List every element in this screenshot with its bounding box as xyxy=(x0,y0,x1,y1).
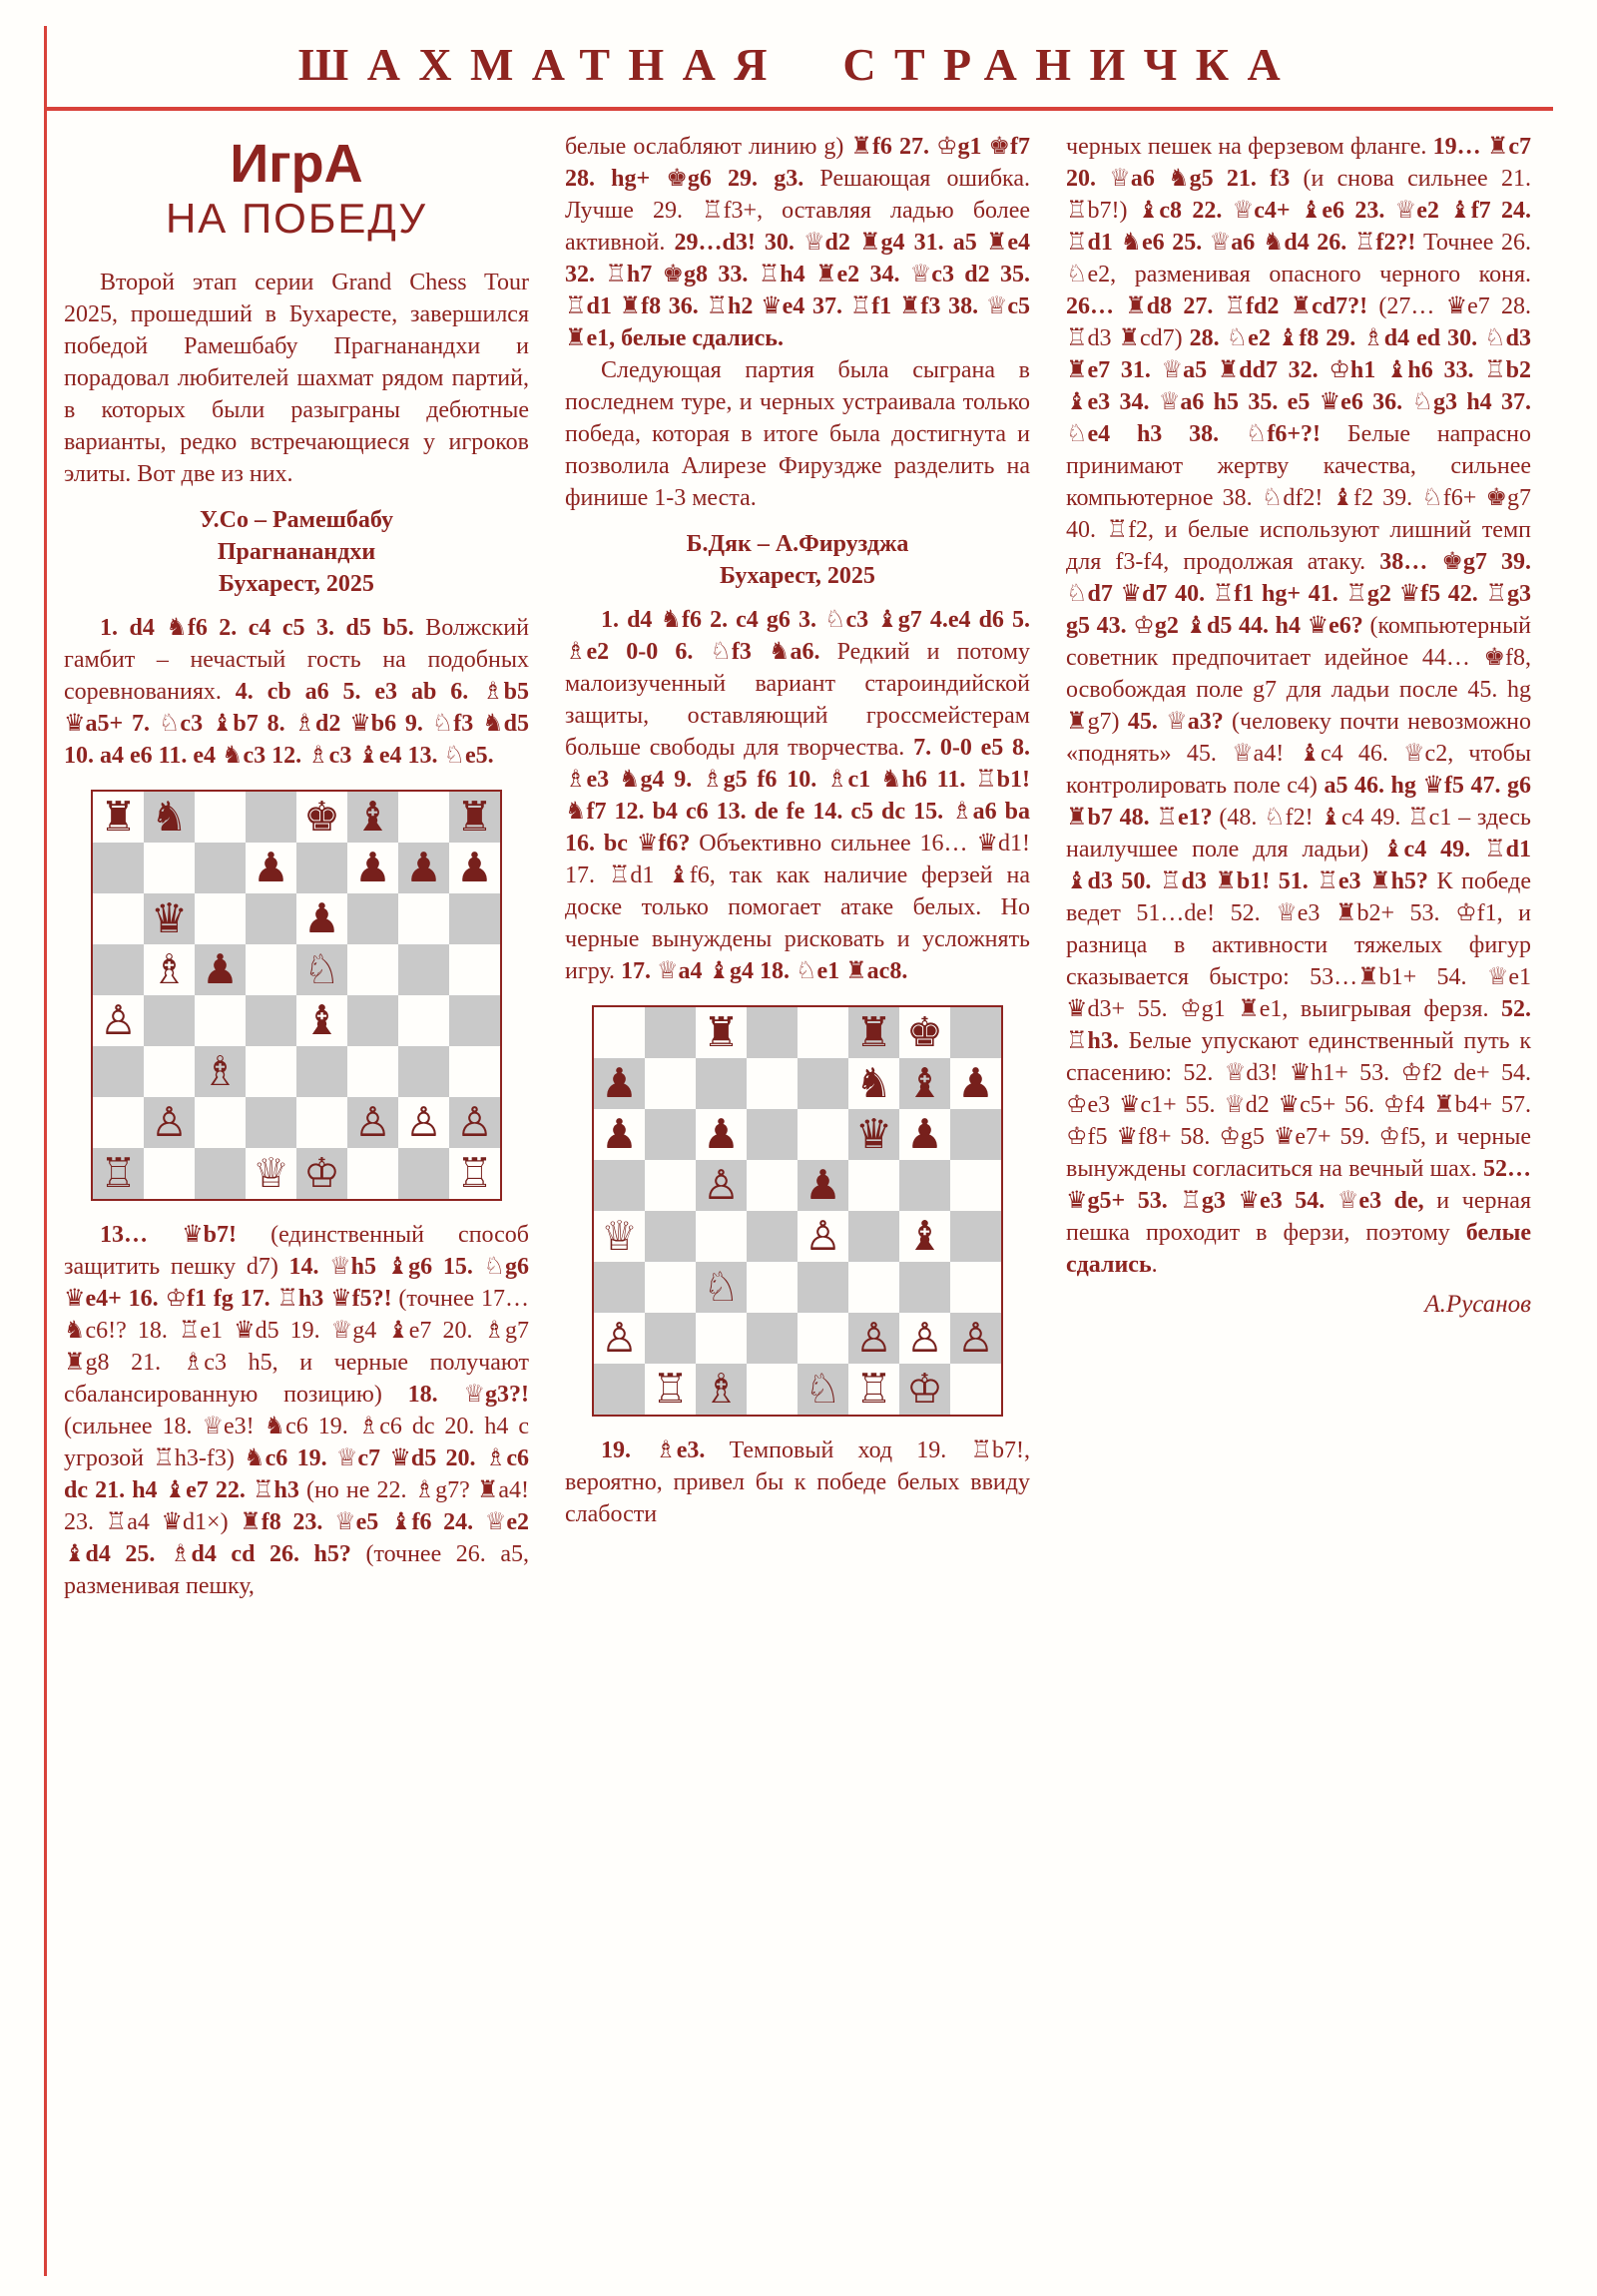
board-square xyxy=(747,1211,798,1262)
chess-piece: ♞ xyxy=(144,792,195,843)
board-square xyxy=(347,995,398,1046)
board-square xyxy=(645,1313,696,1364)
board-square xyxy=(899,1160,950,1211)
chess-diagram-1 xyxy=(91,790,502,1201)
board-square xyxy=(246,792,296,843)
chess-piece: ♕ xyxy=(601,1212,638,1260)
board-square xyxy=(798,1313,848,1364)
move-text: ♜f6 27. ♔g1 ♚f7 28. hg+ ♚g6 29. g3. xyxy=(565,134,1031,192)
board-square xyxy=(195,1097,246,1148)
move-text: 29…d3! 30. ♕d2 ♜g4 31. a5 ♜e4 32. ♖h7 ♚g8 33. ♖h4 ♜e2 34. ♕c3 d2 35. ♖d1 ♜f8 36. ♖h2 ♛e4 37. ♖f1 ♜f3 38. ♕c5 ♜e1, белые сдались. xyxy=(565,230,1030,351)
chess-piece: ♝ xyxy=(347,792,398,843)
board-square xyxy=(645,1211,696,1262)
board-square xyxy=(449,944,500,995)
chess-piece: ♖ xyxy=(456,1148,493,1197)
paragraph xyxy=(565,604,1030,987)
board-square xyxy=(398,1148,449,1199)
chess-piece: ♔ xyxy=(899,1364,950,1415)
board-square xyxy=(296,1046,347,1097)
move-text: 7. 0-0 e5 8. ♗e3 ♞g4 9. ♗g5 f6 10. ♗c1 ♞h6 11. ♖b1! ♞f7 12. b4 c6 13. de fe 14. c5 dc 15. ♗a6 ba 16. bc ♛f6? xyxy=(565,735,1030,857)
chess-piece: ♙ xyxy=(100,995,137,1044)
board-square xyxy=(747,1109,798,1160)
commentary-text: и черная пешка проходит в ферзи, поэтому xyxy=(1066,1188,1531,1246)
board-square xyxy=(696,1058,747,1109)
board-square xyxy=(696,1211,747,1262)
game-header xyxy=(565,528,1030,592)
chess-piece: ♟ xyxy=(594,1058,645,1109)
commentary-text: Редкий и потому малоизученный вариант староиндийской защиты, оставляющий гроссмейстерам больше свободы для творчества. xyxy=(565,639,1031,761)
paragraph xyxy=(1066,131,1531,1281)
move-text: 52… ♛g5+ 53. ♖g3 ♛e3 54. ♕e3 de, xyxy=(1066,1156,1531,1214)
chess-piece: ♙ xyxy=(347,1097,398,1148)
chess-piece: ♙ xyxy=(696,1160,747,1211)
move-text: 45. ♕a3? xyxy=(1127,709,1224,735)
board-square xyxy=(747,1364,798,1415)
chess-piece: ♟ xyxy=(456,843,493,891)
board-square xyxy=(449,893,500,944)
chess-piece: ♛ xyxy=(144,893,195,944)
board-square xyxy=(246,944,296,995)
board-square xyxy=(594,1160,645,1211)
move-text: ♝c4 49. ♖d1 ♝d3 50. ♖d3 ♜b1! 51. ♖e3 ♜h5? xyxy=(1066,837,1531,894)
column-3 xyxy=(1066,131,1531,1602)
move-text: белые сдались xyxy=(1066,1220,1531,1278)
board-square xyxy=(246,893,296,944)
commentary-text: Точнее 26. ♘e2, разменивая опасного черного коня. xyxy=(1066,230,1531,287)
chess-piece: ♟ xyxy=(601,1110,638,1158)
board-square xyxy=(798,1262,848,1313)
board-square xyxy=(950,1007,1001,1058)
board-square xyxy=(347,944,398,995)
board-square xyxy=(195,792,246,843)
board-square xyxy=(747,1160,798,1211)
column-1 xyxy=(64,131,529,1602)
commentary-text: . xyxy=(1151,1252,1158,1278)
commentary-text: Второй этап серии Grand Chess Tour 2025, прошедший в Бухаресте, завершился победой Рамешбабу Прагнанандхи и порадовал любителей шахмат рядом партий, в которых были разыграны дебютные варианты, редко встречающиеся у игроков элиты. Вот две из них. xyxy=(64,269,529,487)
board-square xyxy=(296,843,347,893)
chess-piece: ♟ xyxy=(195,944,246,995)
board-square xyxy=(296,1097,347,1148)
chess-piece: ♘ xyxy=(696,1262,747,1313)
move-text: 17. ♕a4 ♝g4 18. ♘e1 ♜ac8. xyxy=(620,958,908,984)
commentary-text: (точнее 17… ♞c6!? 18. ♖e1 ♛d5 19. ♕g4 ♝e7 20. ♗g7 ♜g8 21. ♗c3 h5, и черные получают сбалансированную позицию) xyxy=(64,1285,529,1408)
commentary-text: (компьютерный советник предпочитает идейное 44… ♚f8, освобождая поле g7 для ладьи после 45. hg ♜g7) xyxy=(1066,613,1531,735)
game-header-line: Бухарест, 2025 xyxy=(720,563,875,589)
chess-piece: ♟ xyxy=(253,843,289,891)
board-square xyxy=(696,1313,747,1364)
board-square xyxy=(798,1109,848,1160)
board-square xyxy=(950,1211,1001,1262)
left-margin-rule xyxy=(44,26,47,2276)
chess-piece: ♖ xyxy=(855,1365,892,1413)
chess-piece: ♗ xyxy=(195,1046,246,1097)
commentary-text: Темповый ход 19. ♖b7!, вероятно, привел бы к победе белых ввиду слабости xyxy=(565,1437,1031,1527)
move-text: 18. ♕g3?! xyxy=(407,1381,529,1408)
board-square xyxy=(144,843,195,893)
chess-piece: ♗ xyxy=(151,944,188,993)
article-title-line1: ИгрА xyxy=(230,134,363,194)
board-square xyxy=(93,1046,144,1097)
chess-piece: ♟ xyxy=(703,1110,740,1158)
board-square xyxy=(645,1160,696,1211)
chess-piece: ♚ xyxy=(303,792,340,841)
move-text: ♜f8 23. ♕e5 ♝f6 24. ♕e2 ♝d4 25. ♗d4 cd 26. h5? xyxy=(64,1508,529,1567)
board-square xyxy=(848,1262,899,1313)
board-square xyxy=(195,843,246,893)
move-text: 52. ♖h3. xyxy=(1066,996,1531,1054)
commentary-text: (и снова сильнее 21. ♖b7!) xyxy=(1066,166,1531,224)
move-text: 4. cb a6 5. e3 ab 6. ♗b5 ♛a5+ 7. ♘c3 ♝b7 8. ♗d2 ♛b6 9. ♘f3 ♞d5 10. a4 e6 11. e4 ♞c3 12. ♗c3 ♝e4 13. ♘e5. xyxy=(64,678,529,769)
commentary-text: белые ослабляют линию g) xyxy=(565,134,851,160)
chess-piece: ♝ xyxy=(906,1212,943,1260)
board-square xyxy=(950,1364,1001,1415)
paragraph xyxy=(565,131,1030,354)
move-text: 1. d4 ♞f6 2. c4 g6 3. ♘c3 ♝g7 4.e4 d6 5. ♗e2 0-0 6. ♘f3 ♞a6. xyxy=(565,607,1030,665)
board-square xyxy=(950,1109,1001,1160)
board-square xyxy=(747,1007,798,1058)
board-square xyxy=(798,1007,848,1058)
board-square xyxy=(645,1007,696,1058)
chess-piece: ♟ xyxy=(303,893,340,942)
chess-piece: ♙ xyxy=(804,1212,841,1260)
chess-piece: ♙ xyxy=(601,1314,638,1362)
chess-piece: ♙ xyxy=(906,1314,943,1362)
chess-piece: ♟ xyxy=(798,1160,848,1211)
board-square xyxy=(798,1058,848,1109)
chess-piece: ♝ xyxy=(899,1058,950,1109)
commentary-text: черных пешек на ферзевом фланге. xyxy=(1066,134,1433,160)
chess-piece: ♘ xyxy=(296,944,347,995)
board-square xyxy=(398,944,449,995)
move-text: 19. ♗e3. xyxy=(601,1437,706,1463)
chess-piece: ♚ xyxy=(906,1008,943,1056)
commentary-text: (точнее 26. a5, разменивая пешку, xyxy=(64,1540,529,1599)
commentary-text: Объективно сильнее 16… ♛d1! 17. ♖d1 ♝f6, так как наличие ферзей на доске только помогает атаке белых. Но черные вынуждены рисковать и усложнять игру. xyxy=(565,831,1030,984)
board-square xyxy=(594,1364,645,1415)
board-square xyxy=(747,1313,798,1364)
commentary-text: (но не 22. ♗g7? ♜a4! 23. ♖a4 ♛d1×) xyxy=(64,1476,529,1535)
move-text: ♞c6 19. ♕c7 ♛d5 20. ♗c6 dc 21. h4 ♝e7 22. ♖h3 xyxy=(64,1444,529,1503)
game-header-line: Б.Дяк – А.Фирузджа xyxy=(686,531,909,557)
article-title-line2: НА ПОБЕДУ xyxy=(165,195,428,243)
commentary-text: (единственный способ защитить пешку d7) xyxy=(64,1221,530,1280)
board-square xyxy=(398,995,449,1046)
board-square xyxy=(195,893,246,944)
column-2 xyxy=(565,131,1030,1602)
commentary-text: Волжский гамбит – нечастый гость на подобных соревнованиях. xyxy=(64,614,529,705)
chess-piece: ♙ xyxy=(848,1313,899,1364)
commentary-text: К победе ведет 51…de! 52. ♕e3 ♜b2+ 53. ♔f1, и разница в активности тяжелых фигур сказывается быстро: 53…♜b1+ 54. ♕e1 ♛d3+ 55. ♔g1 ♜e1, выигрывая ферзя. xyxy=(1066,868,1531,1022)
game-header xyxy=(64,504,529,600)
move-text: 13… ♛b7! xyxy=(100,1221,237,1248)
board-square xyxy=(449,995,500,1046)
move-text: 38… ♚g7 39. ♘d7 ♛d7 40. ♖f1 hg+ 41. ♖g2 ♛f5 42. ♖g3 g5 43. ♔g2 ♝d5 44. h4 ♛e6? xyxy=(1066,549,1531,639)
board-square xyxy=(747,1262,798,1313)
commentary-text: Белые упускают единственный путь к спасению: 52. ♕d3! ♛h1+ 53. ♔f2 de+ 54. ♔e3 ♛c1+ 55. ♕d2 ♛c5+ 56. ♔f4 ♜b4+ 57. ♔f5 ♛f8+ 58. ♔g5 ♛e7+ 59. ♔f5, и черные вынуждены согласиться на вечный шах. xyxy=(1066,1028,1531,1182)
board-square xyxy=(645,1058,696,1109)
paragraph xyxy=(64,1219,529,1602)
commentary-text: (27… ♛e7 28. ♖d3 ♜cd7) xyxy=(1066,293,1531,351)
board-square xyxy=(398,893,449,944)
move-text: 1. d4 ♞f6 2. c4 c5 3. d5 b5. xyxy=(100,614,414,641)
board-square xyxy=(246,1046,296,1097)
chess-piece: ♖ xyxy=(652,1365,689,1413)
board-square xyxy=(347,1046,398,1097)
board-square xyxy=(950,1262,1001,1313)
board-square xyxy=(246,1097,296,1148)
chess-piece: ♜ xyxy=(848,1007,899,1058)
masthead xyxy=(0,0,1597,111)
board-square xyxy=(398,792,449,843)
paragraph xyxy=(64,267,529,490)
commentary-text: Решающая ошибка. Лучше 29. ♖f3+, оставляя ладью более активной. xyxy=(565,166,1031,256)
game-header-line: Прагнанандхи xyxy=(217,538,376,565)
board-square xyxy=(195,1148,246,1199)
board-square xyxy=(144,1046,195,1097)
chess-piece: ♙ xyxy=(449,1097,500,1148)
move-text: ♝c8 22. ♕c4+ ♝e6 23. ♕e2 ♝f7 24. ♖d1 ♞e6 25. ♕a6 ♞d4 26. ♖f2?! xyxy=(1066,198,1532,256)
chess-diagram-2 xyxy=(592,1005,1003,1417)
chess-piece: ♞ xyxy=(855,1059,892,1107)
board-square xyxy=(347,893,398,944)
chess-piece: ♟ xyxy=(957,1059,994,1107)
board-square xyxy=(950,1160,1001,1211)
move-text: 19… ♜c7 20. ♕a6 ♞g5 21. f3 xyxy=(1066,134,1531,192)
chess-piece: ♗ xyxy=(696,1364,747,1415)
commentary-text: (48. ♘f2! ♝c4 49. ♖c1 – здесь наилучшее поле для ладьи) xyxy=(1066,805,1531,862)
game-header-line: Бухарест, 2025 xyxy=(219,570,374,597)
board-square xyxy=(848,1160,899,1211)
article-columns xyxy=(0,111,1597,1602)
commentary-text: Белые напрасно принимают жертву качества, сильнее компьютерное 38. ♘df2! ♝f2 39. ♘f6+ ♚g7 40. ♖f2, и белые используют лишний темп для f3-f4, продолжая атаку. xyxy=(1066,421,1531,575)
move-text: 14. ♕h5 ♝g6 15. ♘g6 ♛e4+ 16. ♔f1 fg 17. ♖h3 ♛f5?! xyxy=(64,1253,529,1312)
move-text: 28. ♘e2 ♝f8 29. ♗d4 ed 30. ♘d3 ♜e7 31. ♕a5 ♜dd7 32. ♔h1 ♝h6 33. ♖b2 ♝e3 34. ♕a6 h5 35. e5 ♛e6 36. ♘g3 h4 37. ♘e4 h3 38. ♘f6+?! xyxy=(1066,325,1531,447)
move-text: a5 46. hg ♛f5 47. g6 ♜b7 48. ♖e1? xyxy=(1066,773,1531,831)
commentary-text: (человеку почти невозможно «поднять» 45. ♕a4! ♝c4 46. ♕c2, чтобы контролировать поле c4) xyxy=(1066,709,1531,799)
chess-piece: ♟ xyxy=(354,843,391,891)
chess-piece: ♔ xyxy=(296,1148,347,1199)
board-square xyxy=(246,995,296,1046)
board-square xyxy=(449,1046,500,1097)
board-square xyxy=(594,1262,645,1313)
paragraph xyxy=(64,612,529,772)
board-square xyxy=(747,1058,798,1109)
board-square xyxy=(347,1148,398,1199)
board-square xyxy=(594,1007,645,1058)
board-square xyxy=(899,1262,950,1313)
chess-piece: ♘ xyxy=(798,1364,848,1415)
chess-piece: ♟ xyxy=(398,843,449,893)
board-square xyxy=(645,1109,696,1160)
chess-piece: ♖ xyxy=(93,1148,144,1199)
board-square xyxy=(93,893,144,944)
board-square xyxy=(398,1046,449,1097)
chess-piece: ♙ xyxy=(144,1097,195,1148)
chess-piece: ♜ xyxy=(449,792,500,843)
chess-piece: ♛ xyxy=(848,1109,899,1160)
chess-piece: ♟ xyxy=(906,1110,943,1158)
commentary-text: (сильнее 18. ♕e3! ♞c6 19. ♗c6 dc 20. h4 с угрозой ♖h3-f3) xyxy=(64,1413,529,1471)
game-header-line: У.Со – Рамешбабу xyxy=(199,506,394,533)
chess-piece: ♝ xyxy=(303,995,340,1044)
chess-piece: ♜ xyxy=(703,1008,740,1056)
board-square xyxy=(93,843,144,893)
board-square xyxy=(144,995,195,1046)
author-byline: А.Русанов xyxy=(1424,1291,1531,1318)
paragraph xyxy=(565,1435,1030,1530)
board-square xyxy=(93,1097,144,1148)
board-square xyxy=(195,995,246,1046)
board-square xyxy=(645,1262,696,1313)
chess-piece: ♙ xyxy=(405,1097,442,1146)
chess-piece: ♙ xyxy=(950,1313,1001,1364)
paragraph xyxy=(565,354,1030,514)
board-square xyxy=(93,944,144,995)
page-title: ШАХМАТНАЯ СТРАНИЧКА xyxy=(297,39,1300,90)
board-square xyxy=(144,1148,195,1199)
move-text: 26… ♜d8 27. ♖fd2 ♜cd7?! xyxy=(1066,293,1368,319)
board-square xyxy=(848,1211,899,1262)
chess-piece: ♜ xyxy=(100,792,137,841)
chess-piece: ♕ xyxy=(253,1148,289,1197)
commentary-text: Следующая партия была сыграна в последнем туре, и черных устраивала только победа, которая в итоге была достигнута и позволила Алирезе Фируздже разделить на финише 1-3 места. xyxy=(565,357,1030,511)
